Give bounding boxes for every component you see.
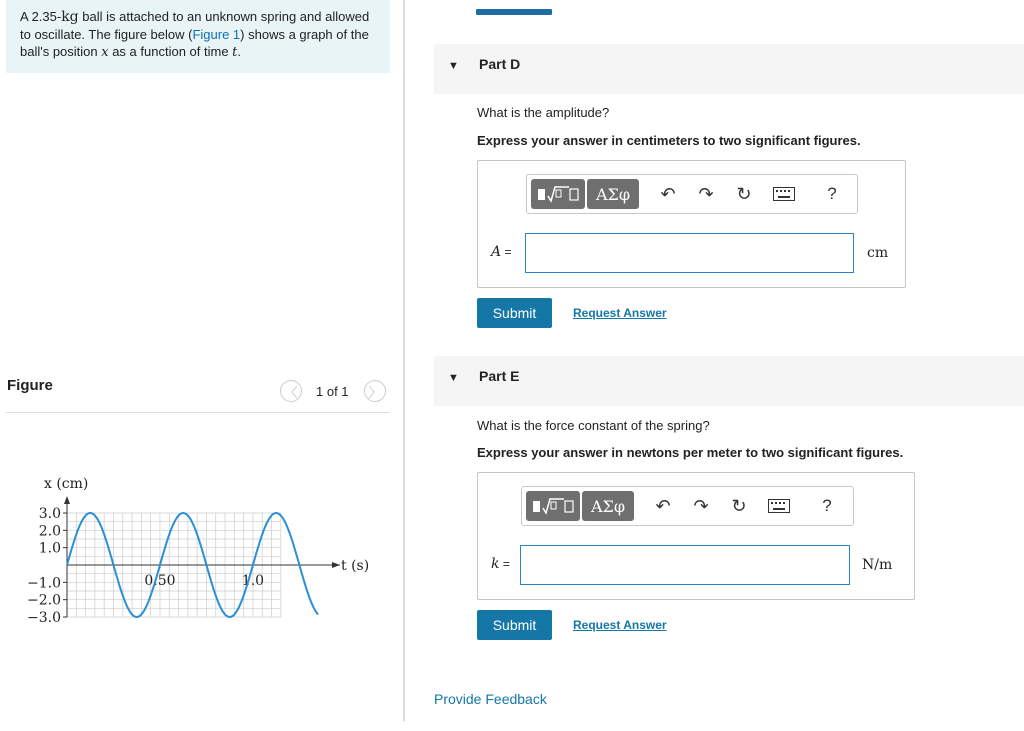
reset-button[interactable] <box>731 181 757 207</box>
y-axis-arrow <box>64 496 70 504</box>
x-tick-label: 1.0 <box>241 573 265 589</box>
reset-icon: ↻ <box>736 183 752 204</box>
question-text: What is the amplitude? <box>477 105 610 120</box>
x-axis-label: t (s) <box>341 558 370 574</box>
math-toolbar <box>526 174 858 214</box>
greek-symbols-button[interactable] <box>587 179 639 209</box>
force-constant-input[interactable] <box>520 545 850 585</box>
part-e-header[interactable] <box>434 356 1024 406</box>
templates-icon <box>535 183 581 205</box>
variable-name: k <box>491 556 500 572</box>
x-tick-label: 0.50 <box>144 573 176 589</box>
instruction-text: Express your answer in centimeters to two significant figures. <box>477 133 861 148</box>
answer-box <box>477 160 906 288</box>
x-axis-arrow <box>332 562 340 568</box>
templates-button[interactable] <box>531 179 585 209</box>
equals-sign: = <box>499 557 510 571</box>
y-tick-label: −3.0 <box>27 610 61 626</box>
part-d-header[interactable] <box>434 44 1024 94</box>
y-tick-label: 1.0 <box>38 540 61 557</box>
collapse-triangle-icon: ▼ <box>448 372 459 384</box>
chevron-right-icon: 〉 <box>368 384 382 400</box>
problem-text: as a function of time <box>108 44 233 59</box>
templates-button[interactable] <box>526 491 580 521</box>
redo-button[interactable] <box>693 181 719 207</box>
greek-symbols-icon: ΑΣφ <box>595 184 631 204</box>
variable-x: x <box>101 45 109 60</box>
chevron-left-icon: 〈 <box>284 384 298 400</box>
keyboard-button[interactable] <box>766 493 792 519</box>
column-divider <box>403 0 405 721</box>
problem-text: ) shows a graph of the ball's position <box>20 27 369 59</box>
answer-box <box>477 472 915 600</box>
undo-icon: ↶ <box>655 495 671 516</box>
keyboard-button[interactable] <box>771 181 797 207</box>
position-time-graph <box>0 460 400 640</box>
reset-button[interactable] <box>726 493 752 519</box>
figure-pager: 1 of 1 <box>316 384 349 399</box>
help-icon: ? <box>827 184 837 203</box>
provide-feedback-link[interactable]: Provide Feedback <box>434 691 547 707</box>
collapse-triangle-icon: ▼ <box>448 60 459 72</box>
next-figure-button[interactable] <box>364 380 386 402</box>
answer-variable-label <box>491 244 511 260</box>
greek-symbols-button[interactable] <box>582 491 634 521</box>
figure-divider <box>6 412 390 413</box>
y-axis-label: x (cm) <box>44 476 89 492</box>
greek-symbols-icon: ΑΣφ <box>590 496 626 516</box>
undo-icon: ↶ <box>660 183 676 204</box>
answer-variable-label <box>491 556 510 572</box>
y-tick-label: −2.0 <box>27 592 61 609</box>
unit-label: cm <box>867 245 889 261</box>
submit-button[interactable]: Submit <box>477 298 552 328</box>
reset-icon: ↻ <box>731 495 747 516</box>
variable-name: A <box>491 244 502 260</box>
instruction-text: Express your answer in newtons per meter to two significant figures. <box>477 445 904 460</box>
redo-button[interactable] <box>688 493 714 519</box>
figure-title: Figure <box>7 377 53 394</box>
request-answer-link[interactable]: Request Answer <box>573 306 667 320</box>
amplitude-input[interactable] <box>525 233 854 273</box>
request-answer-link[interactable]: Request Answer <box>573 618 667 632</box>
question-text: What is the force constant of the spring? <box>477 418 710 433</box>
problem-text: A 2.35- <box>20 9 62 24</box>
y-tick-label: 3.0 <box>38 506 61 522</box>
redo-icon: ↷ <box>693 495 709 516</box>
keyboard-icon <box>768 499 790 513</box>
help-icon: ? <box>822 496 832 515</box>
unit-kg: kg <box>61 9 79 25</box>
figure-link[interactable]: Figure 1 <box>192 27 241 42</box>
variable-t: t <box>232 45 238 60</box>
problem-statement <box>6 0 390 73</box>
help-button[interactable] <box>819 181 845 207</box>
undo-button[interactable] <box>650 493 676 519</box>
prev-figure-button[interactable] <box>280 380 302 402</box>
problem-text: . <box>237 44 242 59</box>
equals-sign: = <box>501 245 512 259</box>
keyboard-icon <box>773 187 795 201</box>
redo-icon: ↷ <box>698 183 714 204</box>
submit-button[interactable]: Submit <box>477 610 552 640</box>
unit-label: N/m <box>862 557 893 573</box>
math-toolbar <box>521 486 854 526</box>
undo-button[interactable] <box>655 181 681 207</box>
help-button[interactable] <box>814 493 840 519</box>
part-title: Part D <box>479 56 521 72</box>
problem-text: ball is attached to an unknown spring and allowed to oscillate. The figure below ( <box>20 9 370 42</box>
top-tab-indicator <box>476 9 552 15</box>
templates-icon <box>530 495 576 517</box>
y-tick-label: 2.0 <box>38 523 61 540</box>
y-tick-label: −1.0 <box>27 575 61 592</box>
part-title: Part E <box>479 368 520 384</box>
